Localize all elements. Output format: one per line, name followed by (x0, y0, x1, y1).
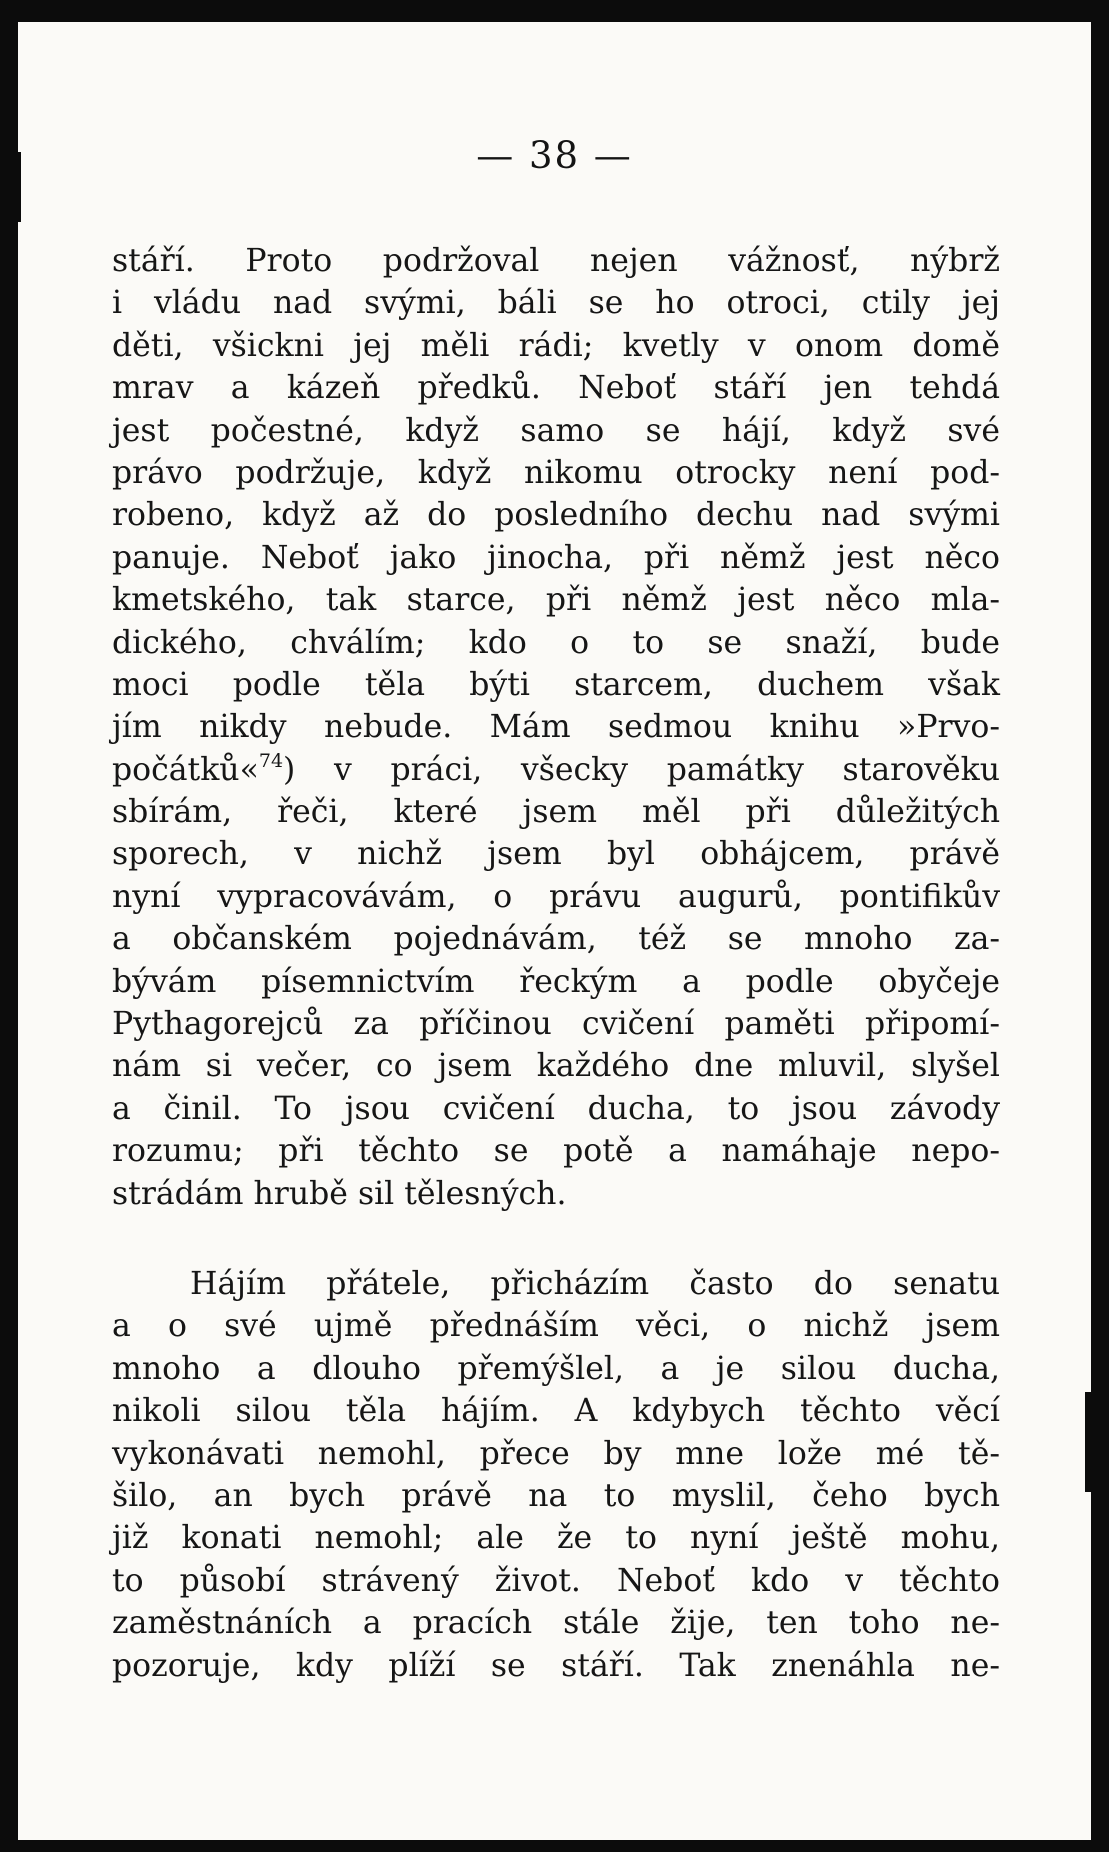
text-line: stáří. Proto podržoval nejen vážnosť, nýbrž (112, 243, 1000, 279)
scan-edge-mark (1085, 1392, 1091, 1492)
text-line: moci podle těla býti starcem, duchem však (112, 666, 1000, 703)
text-line: dického, chválím; kdo o to se snaží, bude (112, 624, 1000, 661)
text-line: zaměstnáních a pracích stále žije, ten toho ne- (112, 1605, 1000, 1642)
text-segment: ) v práci, všecky památky starověku (283, 751, 1000, 788)
text-line: pozoruje, kdy plíží se stáří. Tak znenáhla ne- (112, 1647, 1000, 1684)
text-line: panuje. Neboť jako jinocha, při němž jest něco (112, 539, 1000, 576)
text-line: nikoli silou těla hájím. A kdybych těchto věcí (112, 1393, 1000, 1430)
text-line: nyní vypracovávám, o právu augurů, pontifikův (112, 878, 1000, 915)
text-segment: počátků« (112, 751, 259, 788)
text-line: mrav a kázeň předků. Neboť stáří jen tehdá (112, 370, 1000, 407)
text-line: nám si večer, co jsem každého dne mluvil, slyšel (112, 1048, 1000, 1085)
text-line: Pythagorejců za příčinou cvičení paměti připomí- (112, 1006, 1000, 1043)
paragraph-2 (112, 1263, 1000, 1687)
text-line: již konati nemohl; ale že to nyní ještě mohu, (112, 1520, 1000, 1557)
text-line: a činil. To jsou cvičení ducha, to jsou závody (112, 1090, 1000, 1127)
text-line: právo podržuje, když nikomu otrocky není pod- (112, 454, 1000, 491)
text-line: a o své ujmě přednáším věci, o nichž jsem (112, 1308, 1000, 1345)
text-line: šilo, an bych právě na to myslil, čeho bych (112, 1477, 1000, 1514)
text-line: sbírám, řeči, které jsem měl při důležitých (112, 794, 1000, 831)
text-line: strádám hrubě sil tělesných. (112, 1175, 567, 1212)
text-line: to působí strávený život. Neboť kdo v těchto (112, 1562, 1000, 1599)
text-line: Hájím přátele, přicházím často do senatu (190, 1266, 1000, 1302)
text-line: mnoho a dlouho přemýšlel, a je silou ducha, (112, 1350, 1000, 1387)
text-line: i vládu nad svými, báli se ho otroci, ctily jej (112, 285, 1000, 322)
text-line: sporech, v nichž jsem byl obhájcem, právě (112, 836, 1000, 873)
text-line: robeno, když až do posledního dechu nad svými (112, 497, 1000, 534)
text-line: kmetského, tak starce, při němž jest něco mla- (112, 582, 1000, 619)
text-line-with-footnote (112, 749, 1000, 791)
scan-edge-mark (18, 152, 21, 222)
text-line: bývám písemnictvím řeckým a podle obyčeje (112, 963, 1000, 1000)
paragraph-1 (112, 240, 1000, 1215)
text-line: děti, všickni jej měli rádi; kvetly v onom domě (112, 327, 1000, 364)
footnote-reference: 74 (258, 749, 284, 772)
book-page (18, 22, 1091, 1840)
text-line: jím nikdy nebude. Mám sedmou knihu »Prvo- (112, 709, 1000, 746)
page-number: — 38 — (476, 134, 633, 177)
text-line: a občanském pojednávám, též se mnoho za- (112, 921, 1000, 958)
text-line: jest počestné, když samo se hájí, když své (112, 412, 1000, 449)
text-line: rozumu; při těchto se potě a namáhaje nepo- (112, 1133, 1000, 1170)
text-line: vykonávati nemohl, přece by mne lože mé tě- (112, 1435, 1000, 1472)
